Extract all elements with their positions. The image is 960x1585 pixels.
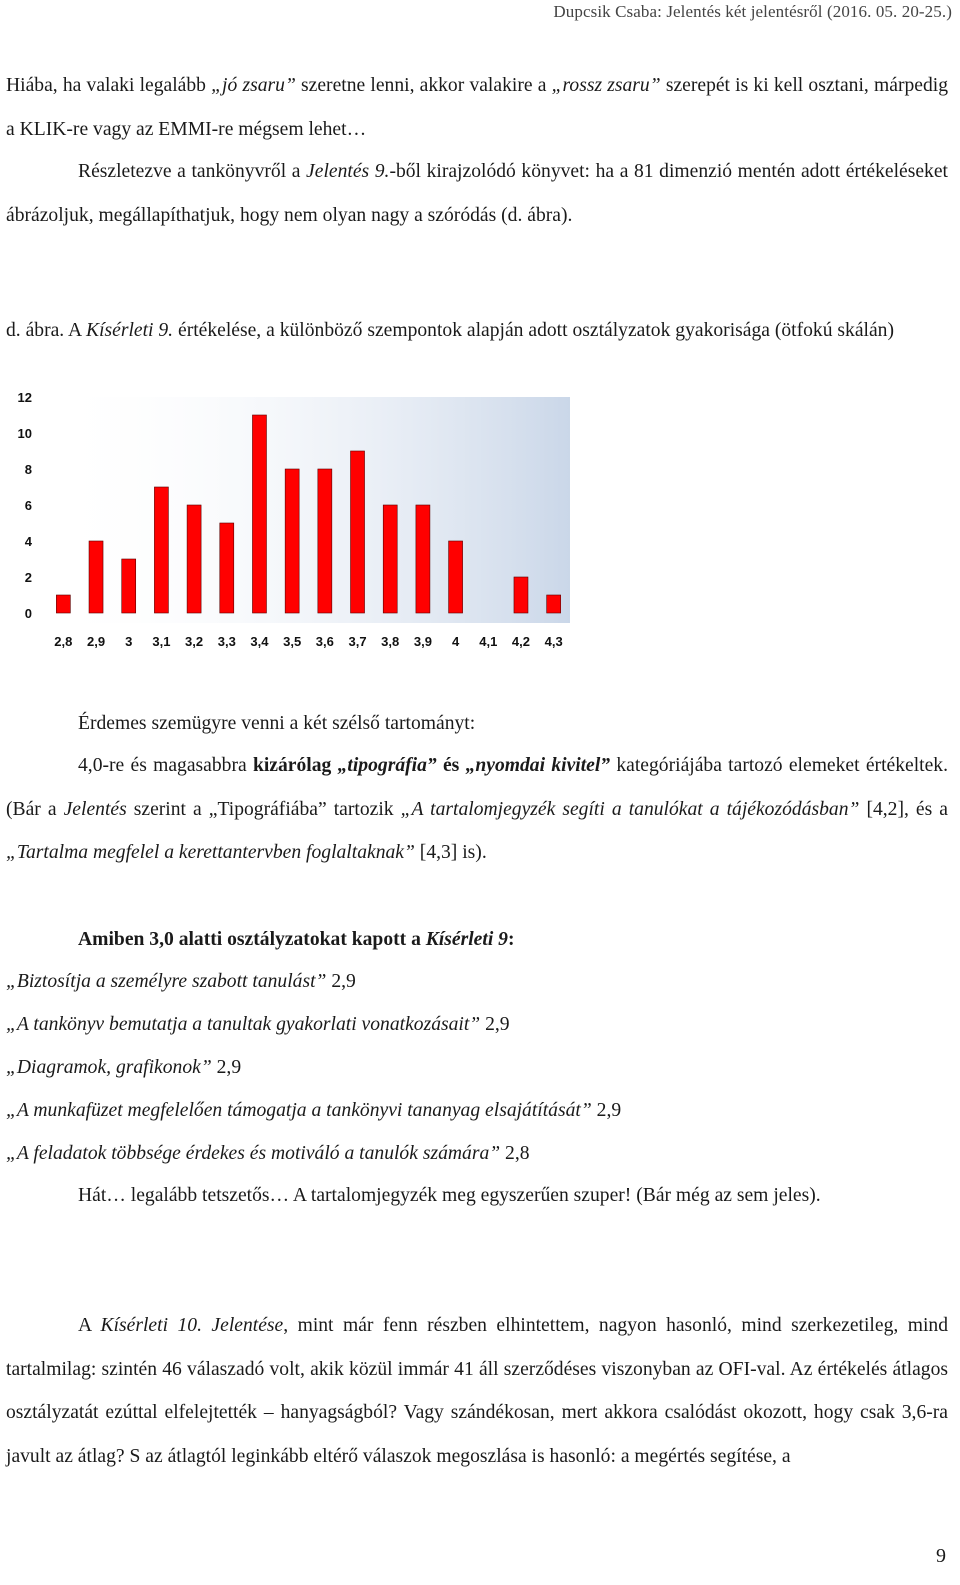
paragraph-6 <box>6 1304 948 1478</box>
text: A <box>78 1315 101 1336</box>
y-tick-label: 6 <box>24 498 32 513</box>
item-value: 2,9 <box>211 1057 242 1078</box>
x-tick-label: 3,7 <box>348 634 367 649</box>
text: szerint a „Tipográfiába” tartozik <box>126 798 401 820</box>
paragraph-4 <box>6 744 948 875</box>
text: szeretne lenni, akkor valakire a <box>295 75 552 96</box>
bar-3,4 <box>252 415 266 613</box>
paragraph-3: Érdemes szemügyre venni a két szélső tartományt: <box>78 713 476 734</box>
x-tick-label: 3,1 <box>152 634 171 649</box>
y-tick-label: 12 <box>17 390 32 405</box>
text-italic: Kísérleti 10. Jelentése <box>100 1315 284 1336</box>
bar-3,6 <box>318 469 332 613</box>
text-italic: Kísérleti 9. <box>86 320 174 341</box>
bar-3,3 <box>220 523 234 613</box>
figure-caption <box>6 318 948 344</box>
item-quote: „A munkafüzet megfelelően támogatja a tankönyvi tananyag elsajátítását” <box>6 1100 592 1121</box>
bar-3,1 <box>154 487 168 613</box>
text-italic: Jelentés <box>63 798 127 820</box>
item-value: 2,9 <box>480 1014 510 1035</box>
page-number: 9 <box>936 1545 946 1567</box>
x-tick-label: 4,2 <box>511 634 531 649</box>
x-tick-label: 3 <box>125 634 133 649</box>
item-value: 2,9 <box>591 1100 622 1121</box>
text: kategóriájába tartozó elemeket értékeltek. (Bár a <box>6 755 948 820</box>
list-item <box>6 1054 241 1082</box>
text-italic: „A tartalomjegyzék segíti a tanulókat a tájékozódásban” <box>400 798 860 820</box>
section-heading <box>78 926 515 954</box>
text-italic: Kísérleti 9 <box>425 929 508 950</box>
x-tick-label: 3,4 <box>250 634 269 649</box>
list-item <box>6 968 356 996</box>
text: , mint már fenn részben elhintettem, nagyon hasonló, mind szerkezetileg, mind tartalmilag: szintén 46 válaszadó volt, akik közül immár 41 áll szerződéses viszonyban az OFI-val. Az értékelés átlagos osztályzatát ezúttal elfelejtették – hanyagságból? Vagy szándékosan, mert akkora csalódást okozott, hogy csak 3,6-ra javult az átlag? S az átlagtól leginkább eltérő válaszok megoszlása is hasonló: a megértés segítése, a <box>6 1315 948 1467</box>
running-header: Dupcsik Csaba: Jelentés két jelentésről (2016. 05. 20-25.) <box>553 2 952 21</box>
text-bold: és <box>436 755 466 776</box>
text: 4,0-re és magasabbra <box>78 755 253 776</box>
text: Amiben 3,0 alatti osztályzatokat kapott a <box>78 929 426 950</box>
text: Részletezve a tankönyvről a <box>78 161 307 182</box>
x-tick-label: 3,6 <box>315 634 334 649</box>
x-tick-label: 2,9 <box>86 634 106 649</box>
item-quote: „A tankönyv bemutatja a tanultak gyakorlati vonatkozásait” <box>6 1014 481 1035</box>
bar-3,2 <box>187 505 201 613</box>
x-tick-label: 3,3 <box>217 634 236 649</box>
x-tick-label: 2,8 <box>54 634 73 649</box>
x-tick-label: 4,1 <box>479 634 498 649</box>
bar-3,8 <box>383 505 397 613</box>
text: -ből kirajzolódó könyvet: ha a 81 dimenzió mentén adott értékeléseket ábrázoljuk, megállapíthatjuk, hogy nem olyan nagy a szóródás (d. ábra). <box>6 161 948 226</box>
text: értékelése, a különböző szempontok alapján adott osztályzatok gyakorisága (ötfokú skálán) <box>173 320 895 341</box>
text: Hiába, ha valaki legalább <box>6 75 212 96</box>
x-tick-label: 4,3 <box>544 634 563 649</box>
text: d. ábra. A <box>6 320 86 341</box>
bar-3 <box>122 559 136 613</box>
paragraph-2 <box>6 150 948 237</box>
bar-chart <box>0 380 600 670</box>
list-item <box>6 1097 621 1125</box>
bar-3,7 <box>351 451 365 613</box>
text-italic: „Tartalma megfelel a kerettantervben foglaltaknak” <box>6 842 415 863</box>
x-tick-label: 3,2 <box>185 634 204 649</box>
item-quote: „Biztosítja a személyre szabott tanulást” <box>6 971 327 992</box>
x-tick-label: 3,5 <box>283 634 302 649</box>
list-item <box>6 1140 530 1168</box>
y-tick-label: 8 <box>24 462 32 477</box>
bar-3,5 <box>285 469 299 613</box>
bar-2,9 <box>89 541 103 613</box>
x-tick-label: 3,9 <box>413 634 432 649</box>
item-value: 2,9 <box>326 971 356 992</box>
text: [4,2], és a <box>859 798 948 820</box>
text-bold-italic: „nyomdai kivitel” <box>465 755 611 776</box>
text-italic: Jelentés 9. <box>306 161 390 182</box>
x-tick-label: 3,8 <box>381 634 400 649</box>
bar-4,3 <box>547 595 561 613</box>
y-tick-label: 4 <box>24 534 32 549</box>
paragraph-1 <box>6 64 948 151</box>
text-bold: kizárólag <box>252 755 332 776</box>
x-tick-label: 4 <box>451 634 460 649</box>
y-tick-label: 2 <box>24 570 32 585</box>
y-tick-label: 10 <box>17 426 32 441</box>
list-item <box>6 1011 510 1039</box>
item-quote: „Diagramok, grafikonok” <box>6 1057 212 1078</box>
bar-4 <box>449 541 463 613</box>
text: szerepét is ki kell osztani, márpedig a KLIK-re vagy az EMMI-re mégsem lehet… <box>6 75 948 140</box>
bar-4,2 <box>514 577 528 613</box>
item-quote: „A feladatok többsége érdekes és motiváló a tanulók számára” <box>6 1143 501 1164</box>
text-italic: „jó zsaru” <box>211 75 296 96</box>
bar-3,9 <box>416 505 430 613</box>
bar-2,8 <box>56 595 70 613</box>
text: [4,3] is). <box>414 842 487 863</box>
text-italic: „rossz zsaru” <box>551 75 661 96</box>
item-value: 2,8 <box>500 1143 530 1164</box>
paragraph-5: Hát… legalább tetszetős… A tartalomjegyzék meg egyszerűen szuper! (Bár még az sem jeles). <box>78 1185 821 1206</box>
text-bold-italic: „tipográfia” <box>337 755 437 776</box>
y-tick-label: 0 <box>24 606 32 621</box>
text: : <box>507 929 515 950</box>
